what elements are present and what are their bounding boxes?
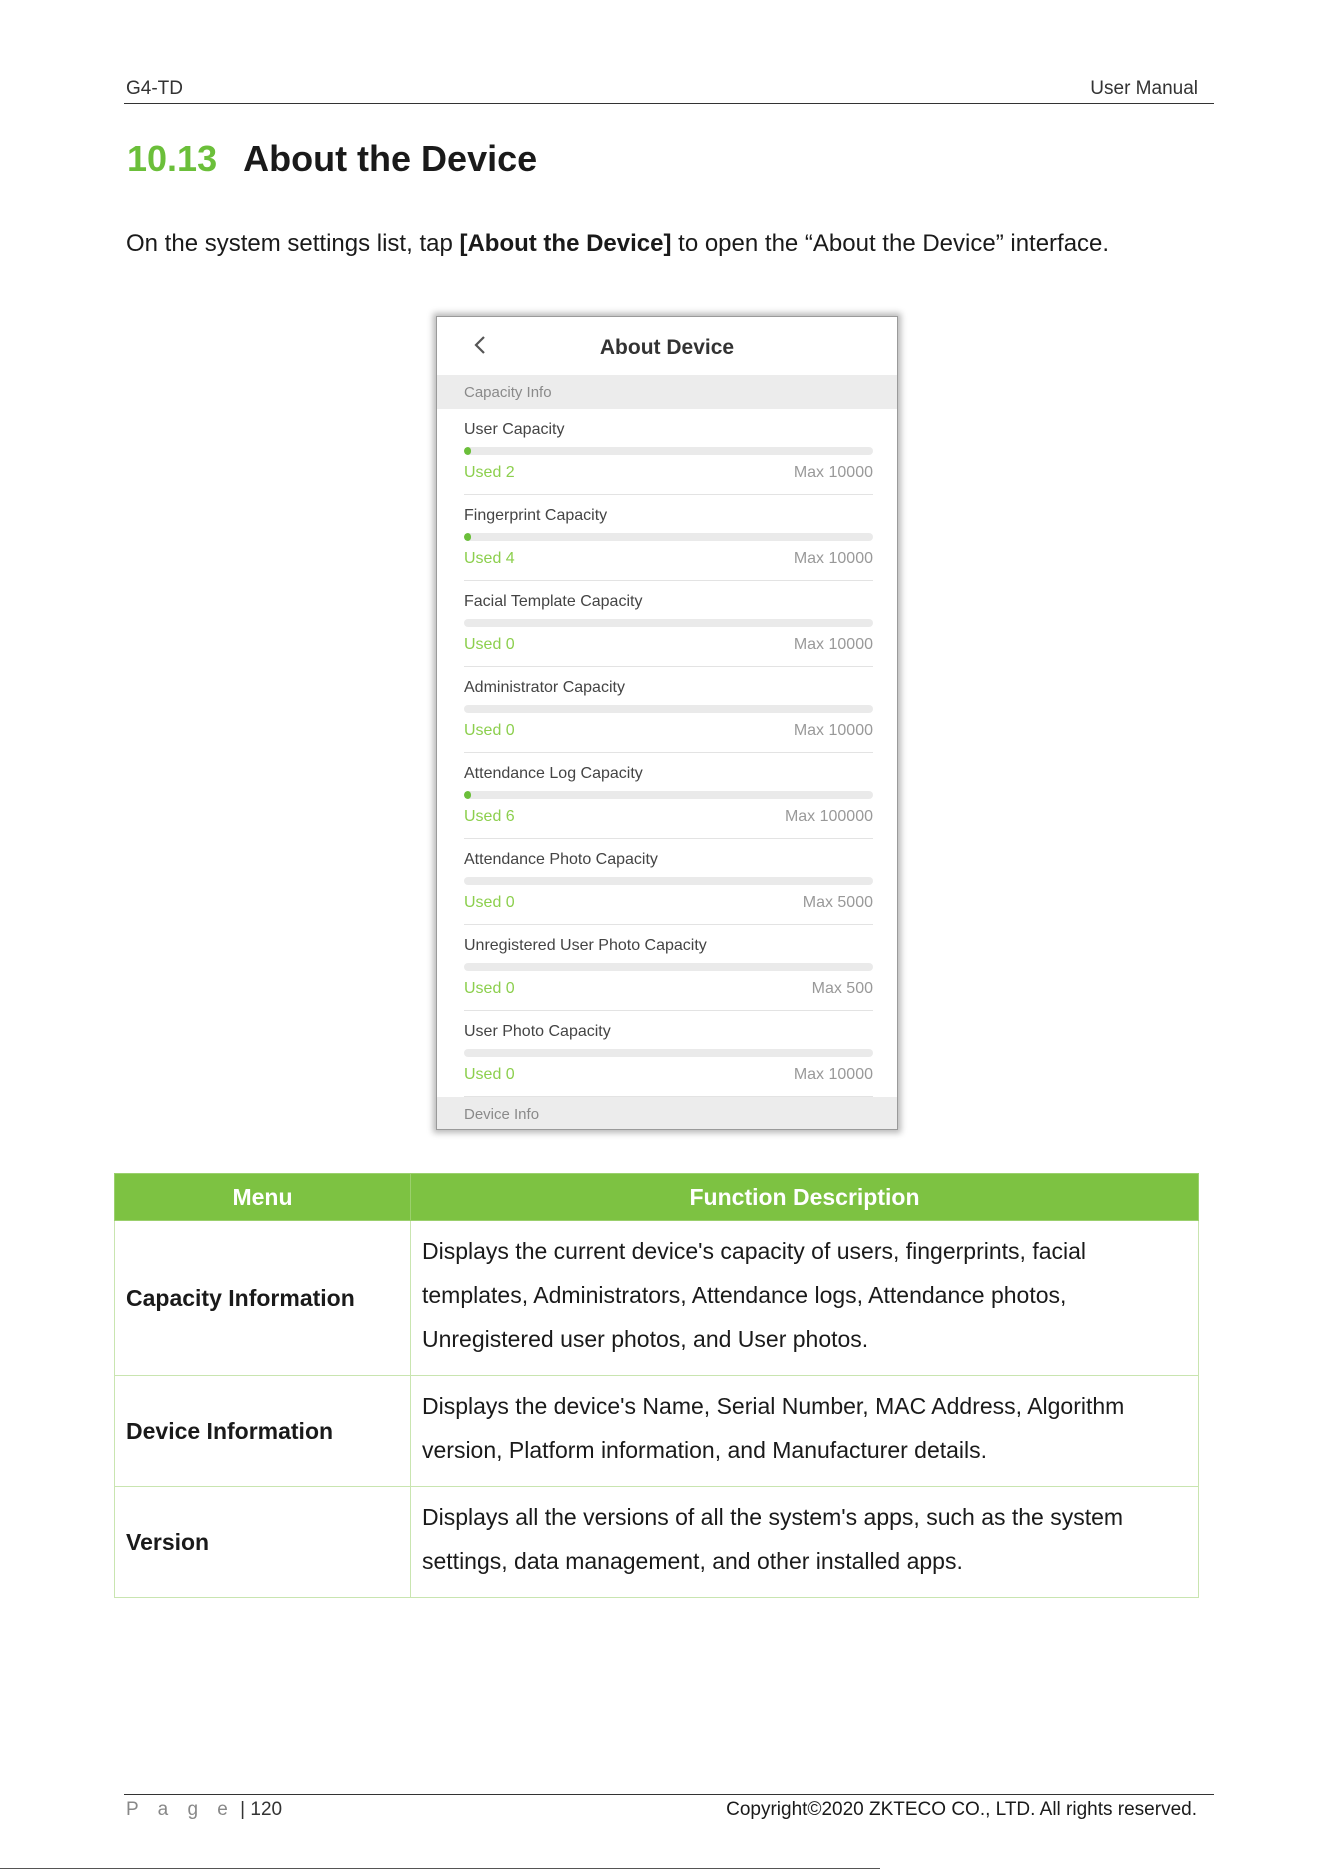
capacity-bar <box>464 447 873 455</box>
capacity-item <box>464 753 873 839</box>
capacity-label: Facial Template Capacity <box>464 593 643 610</box>
capacity-max: Max 500 <box>811 980 873 997</box>
menu-cell: Device Information <box>115 1376 411 1487</box>
capacity-max: Max 10000 <box>793 1066 873 1083</box>
capacity-list <box>437 409 897 1097</box>
page-number-value: | 120 <box>240 1799 283 1820</box>
page-header <box>124 76 1214 104</box>
capacity-item <box>464 667 873 753</box>
header-description: Function Description <box>411 1174 1199 1221</box>
capacity-item <box>464 581 873 667</box>
capacity-used: Used 0 <box>464 980 515 997</box>
menu-cell: Capacity Information <box>115 1221 411 1376</box>
header-menu: Menu <box>115 1174 411 1221</box>
capacity-max: Max 10000 <box>793 464 873 481</box>
capacity-used: Used 2 <box>464 464 515 481</box>
capacity-used: Used 0 <box>464 636 515 653</box>
capacity-bar-fill <box>464 447 471 455</box>
capacity-bar <box>464 705 873 713</box>
page-footer <box>124 1794 1214 1824</box>
table-row <box>115 1376 1199 1487</box>
capacity-max: Max 100000 <box>784 808 873 825</box>
capacity-info-section: Capacity Info <box>437 375 897 409</box>
intro-bold: [About the Device] <box>459 230 672 257</box>
capacity-label: Fingerprint Capacity <box>464 507 608 524</box>
intro-suffix: to open the “About the Device” interface. <box>671 230 1110 257</box>
capacity-label: Attendance Photo Capacity <box>464 851 658 868</box>
description-cell: Displays all the versions of all the system's apps, such as the system settings, data management, and other installed apps. <box>411 1487 1199 1598</box>
capacity-bar-fill <box>464 791 471 799</box>
capacity-bar <box>464 533 873 541</box>
table-row <box>115 1221 1199 1376</box>
capacity-bar <box>464 877 873 885</box>
capacity-used: Used 6 <box>464 808 515 825</box>
capacity-label: Attendance Log Capacity <box>464 765 643 782</box>
header-doc-title: User Manual <box>1090 78 1198 99</box>
description-cell: Displays the current device's capacity of users, fingerprints, facial templates, Administrators, Attendance logs, Attendance photos, Unregistered user photos, and User photos. <box>411 1221 1199 1376</box>
capacity-item <box>464 409 873 495</box>
capacity-item <box>464 1011 873 1097</box>
capacity-max: Max 10000 <box>793 550 873 567</box>
capacity-max: Max 5000 <box>802 894 873 911</box>
capacity-label: Unregistered User Photo Capacity <box>464 937 707 954</box>
header-model: G4-TD <box>126 78 183 99</box>
intro-paragraph <box>126 230 1109 258</box>
capacity-used: Used 0 <box>464 894 515 911</box>
capacity-item <box>464 925 873 1011</box>
capacity-used: Used 0 <box>464 722 515 739</box>
capacity-bar <box>464 963 873 971</box>
capacity-used: Used 4 <box>464 550 515 567</box>
capacity-bar <box>464 1049 873 1057</box>
table-row <box>115 1487 1199 1598</box>
capacity-item <box>464 839 873 925</box>
capacity-bar <box>464 619 873 627</box>
capacity-max: Max 10000 <box>793 722 873 739</box>
intro-prefix: On the system settings list, tap <box>126 230 460 257</box>
about-device-screenshot <box>436 316 898 1130</box>
page-label: P a g e <box>126 1799 235 1820</box>
screen-title: About Device <box>599 336 735 359</box>
screen-topbar <box>437 317 897 375</box>
bottom-rule <box>0 1868 880 1869</box>
section-title: About the Device <box>243 138 538 179</box>
capacity-used: Used 0 <box>464 1066 515 1083</box>
copyright: Copyright©2020 ZKTECO CO., LTD. All rights reserved. <box>726 1799 1197 1820</box>
capacity-bar-fill <box>464 533 471 541</box>
page-number <box>126 1799 282 1821</box>
section-heading <box>127 138 537 180</box>
capacity-max: Max 10000 <box>793 636 873 653</box>
device-info-section[interactable]: Device Info <box>437 1097 897 1130</box>
capacity-label: User Capacity <box>464 421 565 438</box>
capacity-bar <box>464 791 873 799</box>
capacity-item <box>464 495 873 581</box>
table-header-row <box>115 1174 1199 1221</box>
capacity-label: Administrator Capacity <box>464 679 625 696</box>
section-number: 10.13 <box>127 138 218 179</box>
menu-cell: Version <box>115 1487 411 1598</box>
function-table <box>114 1173 1199 1598</box>
capacity-label: User Photo Capacity <box>464 1023 611 1040</box>
description-cell: Displays the device's Name, Serial Number, MAC Address, Algorithm version, Platform information, and Manufacturer details. <box>411 1376 1199 1487</box>
